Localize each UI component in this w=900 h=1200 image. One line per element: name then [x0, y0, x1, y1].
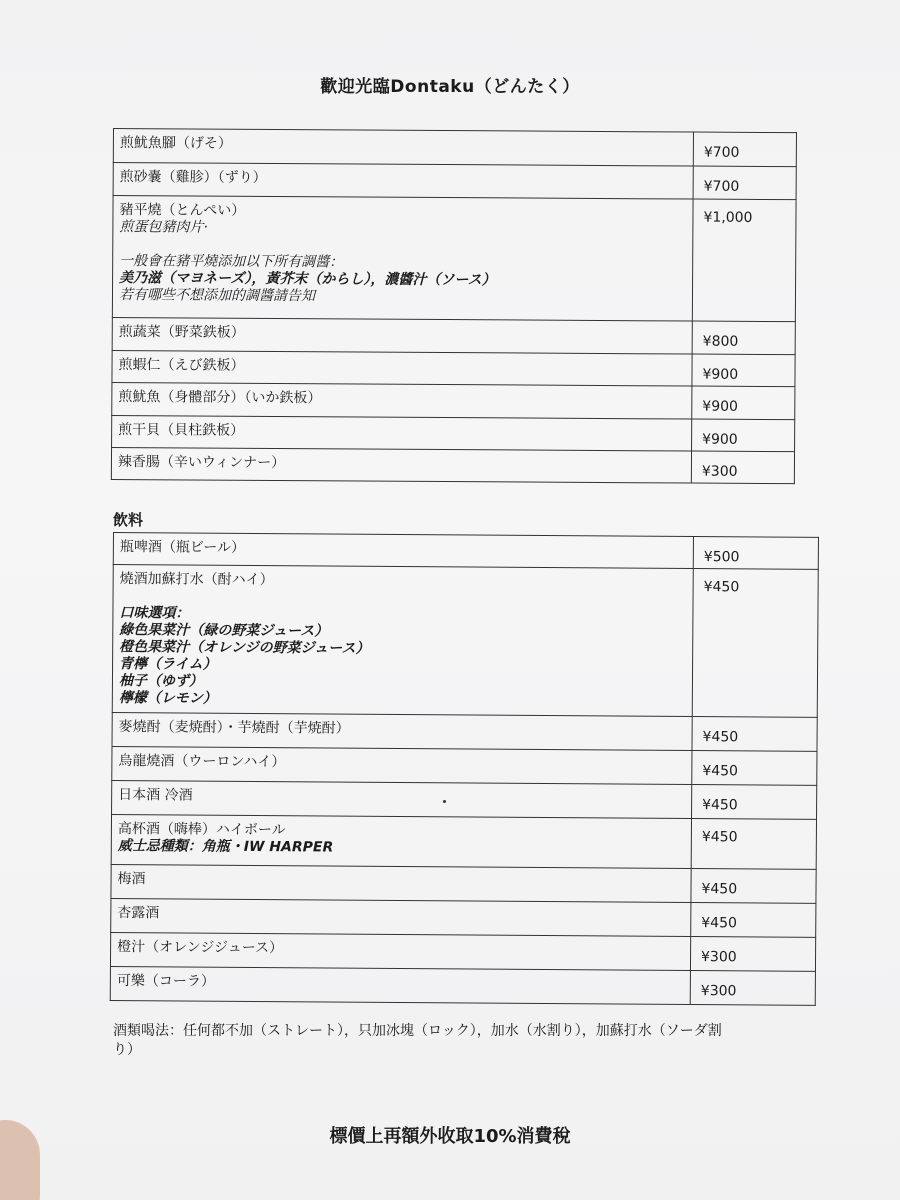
food-menu-row [113, 129, 796, 167]
drinks-heading: 飲料 [113, 511, 144, 529]
food-menu-row [112, 317, 795, 354]
item-name: 燒酒加蘇打水（酎ハイ） [119, 571, 274, 589]
drink-menu-row [110, 966, 815, 1005]
food-menu-row [112, 415, 795, 451]
item-name-cell [111, 447, 691, 483]
item-detail-line: 美乃滋（マヨネーズ），黃芥末（からし），濃醬汁（ソース） [119, 270, 496, 289]
item-price: ¥300 [691, 451, 794, 484]
drink-menu-row [113, 533, 818, 570]
food-menu-row [112, 382, 795, 419]
item-name: 瓶啤酒（瓶ビール） [119, 539, 246, 556]
item-detail-line: 威士忌種類：角瓶・IW HARPER [117, 838, 334, 856]
item-price: ¥450 [692, 751, 817, 786]
item-name: 煎魷魚（身體部分）（いか鉄板） [118, 389, 322, 407]
item-price: ¥300 [690, 937, 815, 972]
item-price: ¥700 [693, 166, 796, 200]
item-price: ¥500 [693, 537, 818, 570]
item-price: ¥450 [692, 717, 817, 752]
drink-menu-row [112, 746, 817, 785]
drink-menu-row [111, 898, 816, 937]
item-price: ¥300 [690, 971, 815, 1006]
item-price: ¥900 [692, 386, 795, 420]
item-name: 豬平燒（とんぺい） [119, 202, 246, 219]
item-name: 橙汁（オレンジジュース） [117, 939, 284, 957]
item-name-cell [112, 746, 692, 784]
food-menu-row [112, 196, 796, 322]
item-name-cell [112, 712, 692, 750]
item-name: 煎蔬菜（野菜鉄板） [118, 324, 245, 341]
item-price: ¥900 [692, 354, 795, 387]
drinking-style-note [113, 1022, 803, 1060]
item-price: ¥450 [691, 869, 816, 904]
note-line: 酒類喝法：任何都不加（ストレート），只加冰塊（ロック），加水（水割り），加蘇打水（ソーダ割 [113, 1023, 722, 1039]
item-price: ¥700 [693, 132, 796, 167]
item-price: ¥450 [691, 819, 816, 870]
item-name-cell [112, 780, 692, 818]
item-name: 煎干貝（貝柱鉄板） [118, 422, 245, 439]
drink-menu-row [110, 932, 815, 971]
item-name-cell [111, 898, 691, 936]
item-name: 日本酒 冷酒 [118, 787, 193, 804]
item-price: ¥800 [692, 321, 795, 355]
item-name-cell [112, 565, 693, 717]
item-name-cell [112, 196, 693, 322]
tax-note: 標價上再額外收取10%消費稅 [329, 1126, 571, 1147]
item-name-cell [113, 129, 693, 167]
item-name: 煎蝦仁（えび鉄板） [118, 357, 245, 374]
item-name-cell [111, 814, 691, 868]
item-name-cell [113, 163, 693, 200]
drinks-menu-table [110, 532, 819, 1006]
item-detail-line: 青檸（ライム） [119, 656, 217, 673]
item-name: 杏露酒 [117, 905, 160, 922]
item-price: ¥450 [692, 785, 817, 820]
item-detail-line: 檸檬（レモン） [118, 690, 217, 707]
item-name-cell [112, 415, 692, 451]
item-name-cell [110, 966, 690, 1004]
drink-menu-row [111, 814, 816, 869]
item-detail-line: 綠色果菜汁（緑の野菜ジュース） [119, 622, 329, 640]
menu-title: 歡迎光臨Dontaku（どんたく） [320, 77, 580, 97]
item-name: 麥燒酎（麦焼酎）・芋燒酎（芋焼酎） [118, 719, 350, 737]
item-detail-line: 煎蛋包豬肉片· [119, 219, 208, 236]
item-name-cell [113, 533, 693, 569]
food-menu-row [112, 350, 795, 386]
item-name: 梅酒 [117, 871, 146, 888]
food-menu-table [111, 128, 797, 484]
item-name-cell [112, 382, 692, 419]
item-detail-line: 柚子（ゆず） [118, 673, 204, 690]
item-name: 煎魷魚腳（げそ） [119, 135, 232, 152]
item-name: 高杯酒（嗨棒）ハイボール [117, 821, 286, 839]
item-detail-line: 口味選項： [119, 605, 190, 622]
food-menu-row [111, 447, 794, 483]
item-name: 烏龍燒酒（ウーロンハイ） [118, 753, 286, 771]
note-line: り） [113, 1042, 141, 1058]
paper-speck [443, 800, 446, 803]
food-menu-row [113, 163, 796, 200]
item-name-cell [112, 317, 692, 354]
item-detail-line: 若有哪些不想添加的調醬請告知 [118, 287, 316, 305]
item-name-cell [110, 932, 690, 970]
item-name-cell [112, 350, 692, 386]
item-price: ¥1,000 [692, 199, 796, 322]
item-name: 煎砂嚢（雞胗）（ずり） [119, 169, 267, 186]
drink-menu-row [112, 565, 818, 718]
item-price: ¥900 [692, 419, 795, 452]
item-name: 可樂（コーラ） [116, 973, 215, 990]
drink-menu-row [111, 864, 816, 903]
item-price: ¥450 [692, 569, 818, 718]
item-name-cell [111, 864, 691, 902]
drink-menu-row [112, 712, 817, 751]
item-detail-line: 橙色果菜汁（オレンジの野菜ジュース） [119, 639, 370, 657]
item-name: 辣香腸（辛いウィンナー） [117, 454, 286, 472]
item-detail-line: 一般會在豬平燒添加以下所有調醬： [119, 253, 344, 271]
item-price: ¥450 [691, 903, 816, 938]
drink-menu-row [112, 780, 817, 819]
